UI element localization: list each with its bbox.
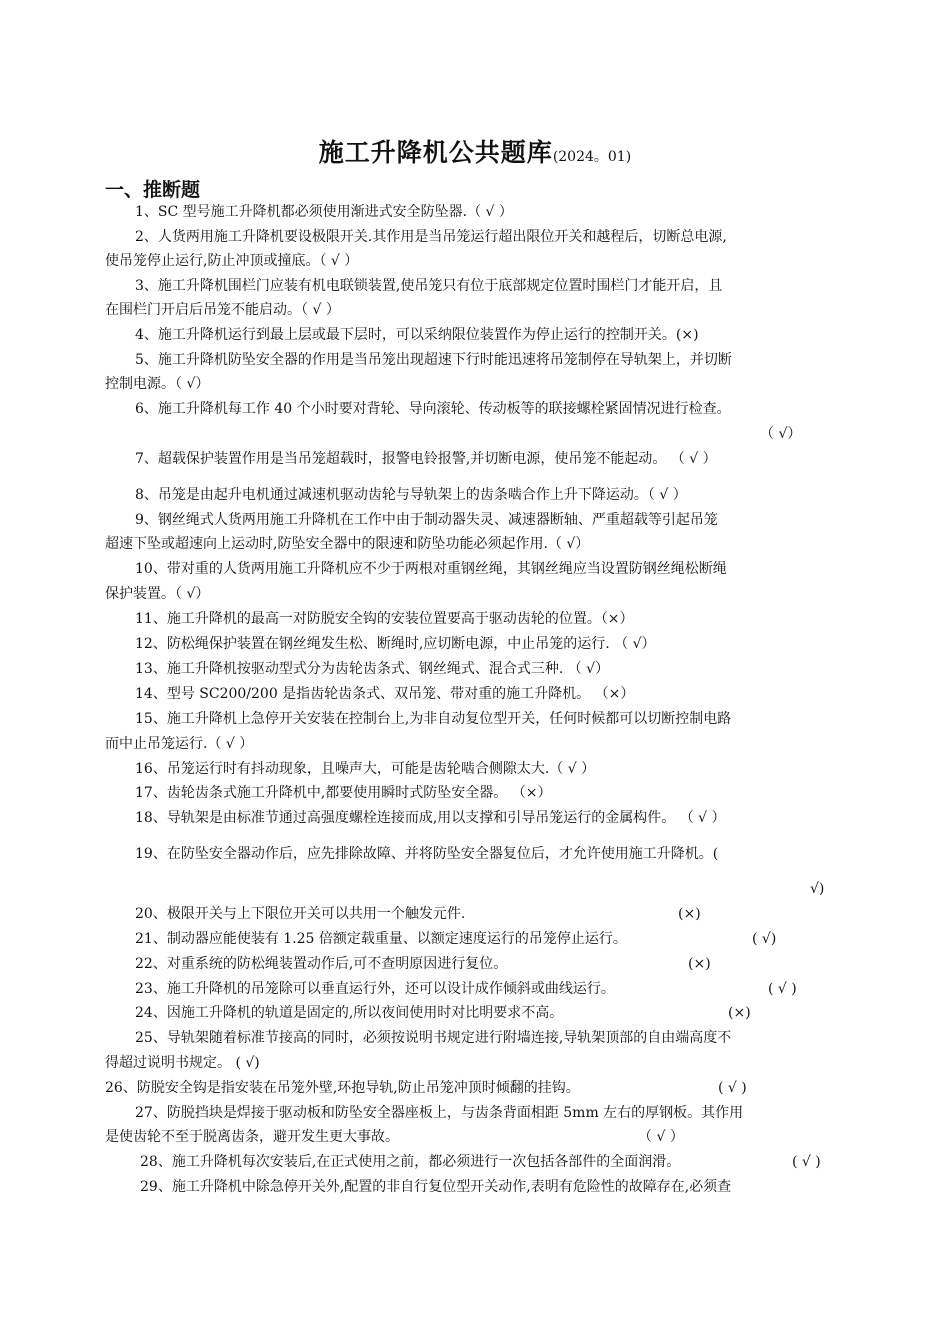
question-line: 17、齿轮齿条式施工升降机中,都要使用瞬时式防坠安全器。 （×）: [135, 785, 552, 801]
answer-mark: ( √ ): [718, 1080, 747, 1096]
question-line: 使吊笼停止运行,防止冲顶或撞底。（ √ ）: [105, 253, 359, 269]
question-line: √): [810, 881, 825, 897]
question-line: 13、施工升降机按驱动型式分为齿轮齿条式、钢丝绳式、混合式三种. （ √）: [135, 661, 610, 677]
answer-mark: ( √ ): [768, 981, 797, 997]
answer-mark: (×): [728, 1005, 751, 1021]
question-line: 在围栏门开启后吊笼不能启动。（ √ ）: [105, 302, 340, 318]
question-line: 而中止吊笼运行.（ √ ）: [105, 736, 254, 752]
section-heading: 一、推断题: [105, 179, 201, 201]
question-line: 是使齿轮不至于脱离齿条，避开发生更大事故。: [105, 1129, 399, 1145]
question-line: 29、施工升降机中除急停开关外,配置的非自行复位型开关动作,表明有危险性的故障存在,必须查: [140, 1179, 732, 1195]
document-title: [0, 133, 950, 169]
question-line: 7、超载保护装置作用是当吊笼超载时，报警电铃报警,并切断电源，使吊笼不能起动。 （ √ ）: [135, 451, 717, 467]
answer-mark: ( √ ): [792, 1154, 821, 1170]
question-line: 26、防脱安全钩是指安装在吊笼外壁,环抱导轨,防止吊笼冲顶时倾翻的挂钩。: [105, 1080, 580, 1096]
question-line: 18、导轨架是由标准节通过高强度螺栓连接而成,用以支撑和引导吊笼运行的金属构件。 （ √ ）: [135, 810, 726, 826]
question-line: 10、带对重的人货两用施工升降机应不少于两根对重钢丝绳，其钢丝绳应当设置防钢丝绳松断绳: [135, 561, 727, 577]
question-line: 2、人货两用施工升降机要设极限开关.其作用是当吊笼运行超出限位开关和越程后，切断总电源,: [135, 229, 727, 245]
answer-mark: （ √ ）: [638, 1129, 684, 1145]
question-line: 27、防脱挡块是焊接于驱动板和防坠安全器座板上，与齿条背面相距 5mm 左右的厚钢板。其作用: [135, 1105, 744, 1121]
answer-mark: ( √): [752, 931, 777, 947]
question-line: 22、对重系统的防松绳装置动作后,可不查明原因进行复位。: [135, 956, 508, 972]
question-line: 21、制动器应能使装有 1.25 倍额定载重量、以额定速度运行的吊笼停止运行。: [135, 931, 627, 947]
answer-mark: (×): [688, 956, 711, 972]
question-line: 得超过说明书规定。 ( √): [105, 1055, 260, 1071]
question-line: 1、SC 型号施工升降机都必须使用渐进式安全防坠器.（ √ ）: [135, 204, 513, 220]
title-text: 施工升降机公共题库: [318, 138, 553, 167]
question-line: 9、钢丝绳式人货两用施工升降机在工作中由于制动器失灵、减速器断轴、严重超载等引起吊笼: [135, 512, 718, 528]
question-line: 25、导轨架随着标准节接高的同时，必须按说明书规定进行附墙连接,导轨架顶部的自由端高度不: [135, 1030, 732, 1046]
question-line: 超速下坠或超速向上运动时,防坠安全器中的限速和防坠功能必须起作用.（ √）: [105, 536, 590, 552]
question-line: 5、施工升降机防坠安全器的作用是当吊笼出现超速下行时能迅速将吊笼制停在导轨架上，并切断: [135, 352, 732, 368]
question-line: 11、施工升降机的最高一对防脱安全钩的安装位置要高于驱动齿轮的位置。（×）: [135, 611, 634, 627]
question-line: 3、施工升降机围栏门应装有机电联锁装置,使吊笼只有位于底部规定位置时围栏门才能开启，且: [135, 278, 723, 294]
question-line: 8、吊笼是由起升电机通过减速机驱动齿轮与导轨架上的齿条啮合作上升下降运动。（ √ ）: [135, 487, 687, 503]
question-line: 16、吊笼运行时有抖动现象，且噪声大，可能是齿轮啮合侧隙太大.（ √ ）: [135, 761, 596, 777]
question-line: 24、因施工升降机的轨道是固定的,所以夜间使用时对比明要求不高。: [135, 1005, 564, 1021]
question-line: 保护装置。（ √）: [105, 586, 210, 602]
question-line: 19、在防坠安全器动作后，应先排除故障、并将防坠安全器复位后，才允许使用施工升降机。(: [135, 846, 719, 862]
question-line: 12、防松绳保护装置在钢丝绳发生松、断绳时,应切断电源，中止吊笼的运行. （ √）: [135, 636, 656, 652]
question-line: 23、施工升降机的吊笼除可以垂直运行外，还可以设计成作倾斜或曲线运行。: [135, 981, 615, 997]
question-line: 20、极限开关与上下限位开关可以共用一个触发元件.: [135, 906, 466, 922]
question-line: 控制电源。（ √）: [105, 376, 210, 392]
question-line: 6、施工升降机每工作 40 个小时要对背轮、导向滚轮、传动板等的联接螺栓紧固情况进行检查。: [135, 401, 731, 417]
question-line: （ √）: [760, 426, 802, 442]
title-version: (2024。01): [552, 149, 632, 165]
question-line: 4、施工升降机运行到最上层或最下层时，可以采纳限位装置作为停止运行的控制开关。(×): [135, 327, 699, 343]
answer-mark: (×): [678, 906, 701, 922]
question-line: 15、施工升降机上急停开关安装在控制台上,为非自动复位型开关，任何时候都可以切断控制电路: [135, 711, 732, 727]
question-line: 28、施工升降机每次安装后,在正式使用之前，都必须进行一次包括各部件的全面润滑。: [140, 1154, 681, 1170]
question-line: 14、型号 SC200/200 是指齿轮齿条式、双吊笼、带对重的施工升降机。 （×）: [135, 686, 635, 702]
